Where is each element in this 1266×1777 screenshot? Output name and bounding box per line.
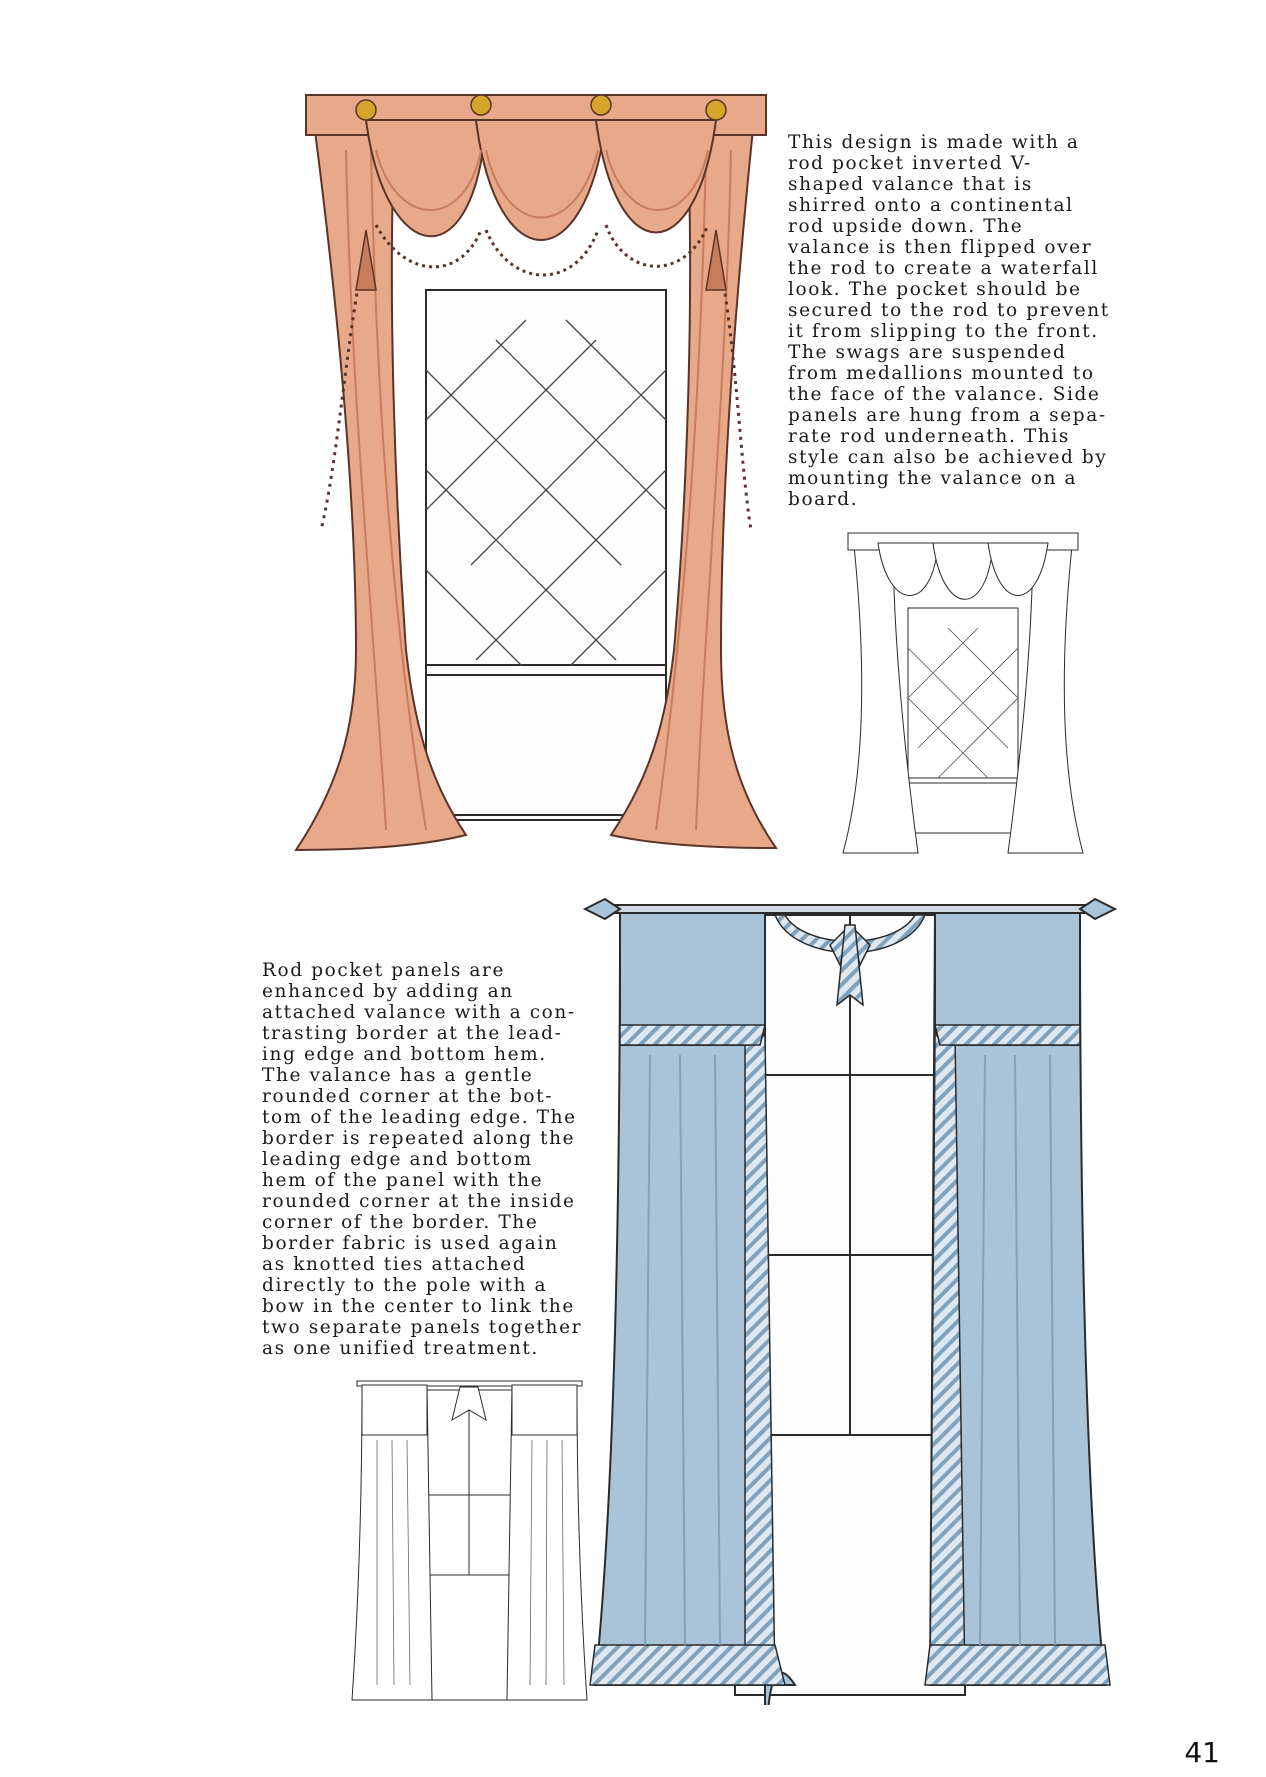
top-line: mounting the valance on a [788,468,1078,489]
top-line: rod upside down. The [788,216,1024,237]
bottom-line: enhanced by adding an [262,981,514,1002]
top-line: secured to the rod to prevent [788,300,1110,321]
rod-pocket-panels-sketch [342,1375,597,1705]
bottom-line: as one unified treatment. [262,1338,539,1359]
bottom-line: Rod pocket panels are [262,960,506,981]
bottom-line: border is repeated along the [262,1128,576,1149]
rod-pocket-panels-description [262,960,582,1359]
top-line: look. The pocket should be [788,279,1082,300]
top-line: board. [788,489,859,510]
bottom-line: as knotted ties attached [262,1254,527,1275]
bottom-line: leading edge and bottom [262,1149,533,1170]
top-line: rod pocket inverted V- [788,153,1032,174]
bottom-line: attached valance with a con- [262,1002,576,1023]
bottom-line: border fabric is used again [262,1233,559,1254]
rod-pocket-panels-illustration [575,895,1125,1705]
page-number: 41 [1184,1736,1220,1769]
left-valance-border [620,1025,765,1045]
bottom-line: The valance has a gentle [262,1065,534,1086]
bottom-line: ing edge and bottom hem. [262,1044,547,1065]
top-line: panels are hung from a sepa- [788,405,1107,426]
swags [366,120,716,240]
bottom-line: corner of the border. The [262,1212,539,1233]
right-panel-hem [925,1645,1110,1685]
swag-valance-description [788,132,1110,510]
bottom-line: directly to the pole with a [262,1275,548,1296]
bottom-line: tom of the leading edge. The [262,1107,577,1128]
swag-valance-illustration [276,90,796,860]
top-line: The swags are suspended [788,342,1067,363]
bottom-line: trasting border at the lead- [262,1023,563,1044]
top-line: shaped valance that is [788,174,1033,195]
top-line: style can also be achieved by [788,447,1108,468]
top-line: valance is then flipped over [788,237,1093,258]
top-line: rate rod underneath. This [788,426,1070,447]
right-valance-border [935,1025,1080,1045]
bottom-line: rounded corner at the bot- [262,1086,554,1107]
bottom-line: two separate panels together [262,1317,583,1338]
top-line: the face of the valance. Side [788,384,1101,405]
top-line: This design is made with a [788,132,1080,153]
top-line: from medallions mounted to [788,363,1095,384]
bottom-line: hem of the panel with the [262,1170,544,1191]
bottom-line: rounded corner at the inside [262,1191,576,1212]
bottom-line: bow in the center to link the [262,1296,575,1317]
top-line: shirred onto a continental [788,195,1074,216]
swag-valance-sketch [838,528,1088,858]
left-panel-hem [590,1645,785,1685]
window-frame [426,290,666,820]
top-line: it from slipping to the front. [788,321,1099,342]
top-line: the rod to create a waterfall [788,258,1099,279]
